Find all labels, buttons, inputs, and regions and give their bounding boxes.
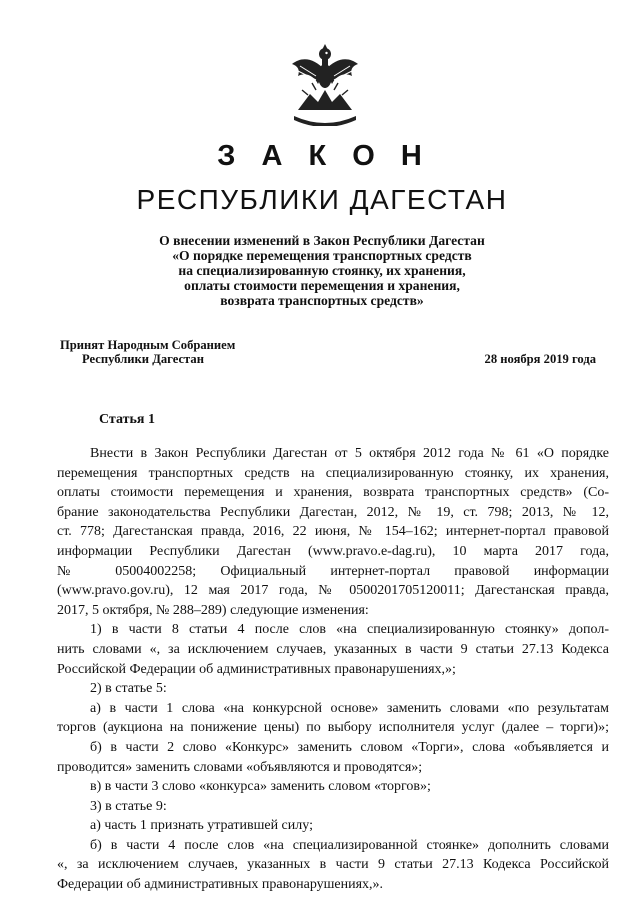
- law-subtitle: РЕСПУБЛИКИ ДАГЕСТАН: [136, 184, 508, 215]
- article-line: Федерации об административных правонарушениях,».: [57, 877, 384, 893]
- article-line: 2017, 5 октября, № 288–289) следующие изменения:: [57, 602, 369, 618]
- article-line: в) в части 3 слово «конкурса» заменить словом «торгов»;: [90, 779, 431, 795]
- article-line: а) часть 1 признать утратившей силу;: [90, 818, 313, 834]
- law-title: З А К О Н: [217, 140, 431, 172]
- article-line: торгов (аукциона на понижение цены) по выбору исполнителя услуг (далее – торги)»;: [57, 720, 609, 736]
- article-line: б) в части 4 после слов «на специализированной стоянке» дополнить словами: [90, 837, 609, 853]
- article-line: (www.pravo.gov.ru), 12 мая 2017 года, № 0500201705120011; Дагестанская правда,: [57, 583, 609, 599]
- article-body: [57, 444, 609, 895]
- adoption-date: 28 ноября 2019 года: [484, 352, 596, 366]
- dagestan-coat-of-arms-icon: [288, 40, 362, 126]
- article-line: проводится» заменить словами «объявляются и проводятся»;: [57, 759, 423, 775]
- article-line: 1) в части 8 статьи 4 после слов «на специализированную стоянку» допол-: [90, 622, 609, 638]
- article-line: Внести в Закон Республики Дагестан от 5 октября 2012 года № 61 «О порядке: [90, 446, 609, 461]
- law-heading: [120, 233, 524, 308]
- adoption-note: [60, 338, 235, 366]
- article-line: оплаты стоимости перемещения и хранения, возврата транспортных средств» (Со-: [57, 485, 609, 501]
- law-heading-line: оплаты стоимости перемещения и хранения,: [184, 278, 460, 293]
- article-line: брание законодательства Республики Дагестан, 2012, № 19, ст. 798; 2013, № 12,: [57, 504, 609, 520]
- article-line: б) в части 2 слово «Конкурс» заменить словом «Торги», слова «объявляется и: [90, 739, 609, 755]
- article-line: информации Республики Дагестан (www.pravo.e-dag.ru), 10 марта 2017 года,: [57, 543, 609, 559]
- article-line: ст. 778; Дагестанская правда, 2016, 22 июня, № 154–162; интернет-портал правовой: [57, 524, 609, 540]
- law-heading-line: возврата транспортных средств»: [220, 293, 424, 308]
- article-line: № 05004002258; Официальный интернет-портал правовой информации: [57, 563, 609, 579]
- law-heading-line: на специализированную стоянку, их хранения,: [178, 263, 466, 278]
- article-title: Статья 1: [99, 412, 155, 427]
- law-heading-line: О внесении изменений в Закон Республики Дагестан: [159, 233, 485, 248]
- article-line: «, за исключением случаев, указанных в части 9 статьи 27.13 Кодекса Российской: [57, 857, 609, 873]
- adoption-line-1: Принят Народным Собранием: [60, 338, 236, 352]
- article-line: нить словами «, за исключением случаев, указанных в части 9 статьи 27.13 Кодекса: [57, 641, 609, 657]
- adoption-line-2: Республики Дагестан: [82, 352, 204, 366]
- article-line: 3) в статье 9:: [90, 798, 167, 814]
- article-line: 2) в статье 5:: [90, 681, 167, 697]
- article-line: перемещения транспортных средств на специализированную стоянку, их хранения,: [57, 465, 609, 481]
- law-heading-line: «О порядке перемещения транспортных средств: [172, 248, 472, 263]
- article-line: а) в части 1 слова «на конкурсной основе» заменить словами «по результатам: [90, 700, 609, 716]
- article-line: Российской Федерации об административных правонарушениях,»;: [57, 661, 456, 677]
